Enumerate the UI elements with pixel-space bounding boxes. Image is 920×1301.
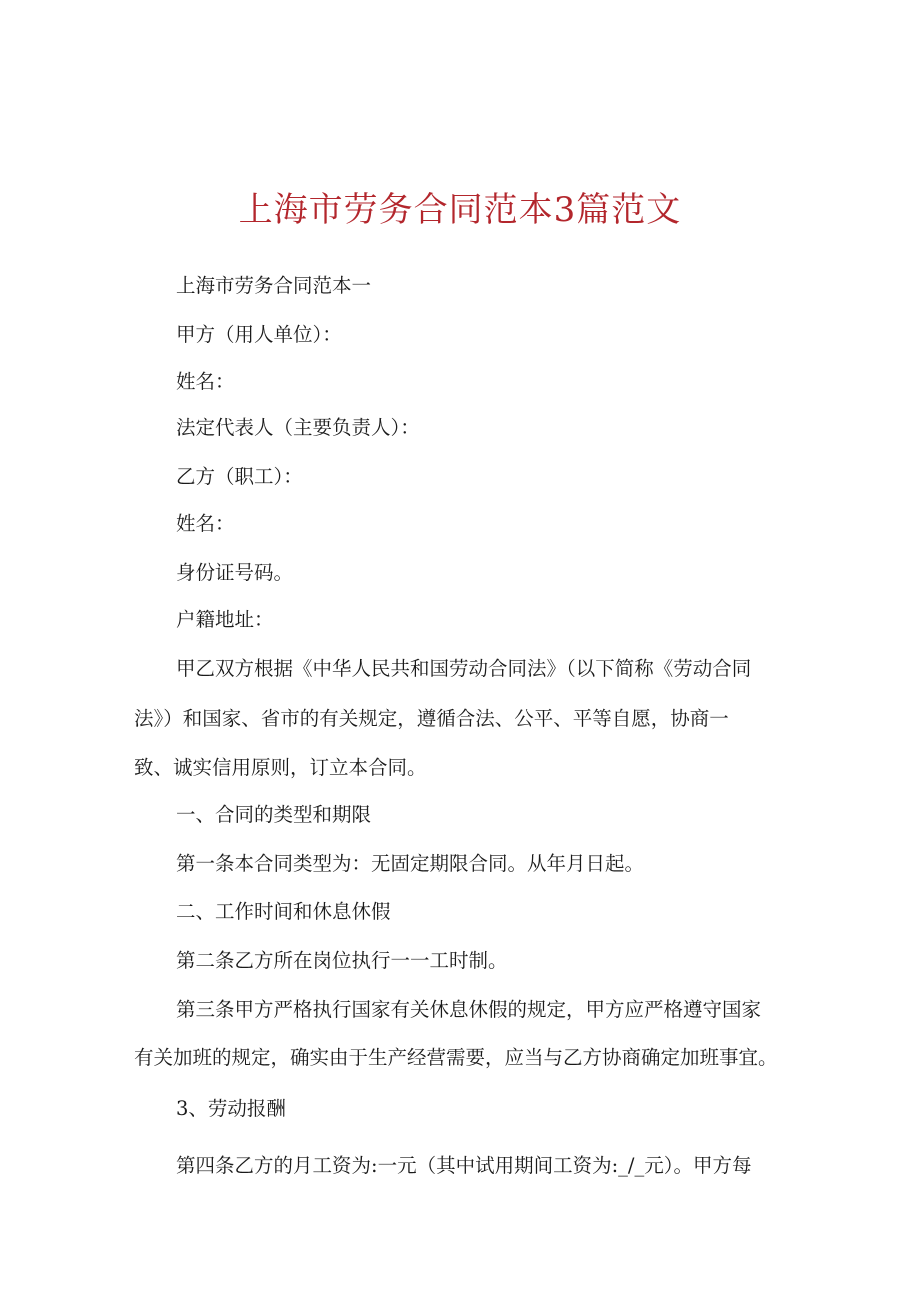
party-a-label: 甲方（用人单位）：: [176, 323, 342, 346]
article-1: 第一条本合同类型为：无固定期限合同。从年月日起。: [176, 852, 645, 875]
legal-representative-label: 法定代表人（主要负责人）：: [176, 416, 420, 439]
preamble-line-3: 致、诚实信用原则，订立本合同。: [134, 756, 427, 779]
article-3-line-1: 第三条甲方严格执行国家有关休息休假的规定，甲方应严格遵守国家: [176, 998, 762, 1021]
preamble-line-1: 甲乙双方根据《中华人民共和国劳动合同法》（以下简称《劳动合同: [176, 657, 752, 680]
document-title: 上海市劳务合同范本3篇范文: [238, 190, 682, 230]
party-b-name-label: 姓名：: [176, 512, 235, 535]
party-b-label: 乙方（职工）：: [176, 465, 303, 488]
chapter-heading-3: 3、劳动报酬: [176, 1097, 286, 1120]
article-4-line-1: 第四条乙方的月工资为:一元（其中试用期间工资为:_/_元）。甲方每: [176, 1154, 752, 1177]
chapter-heading-1: 一、合同的类型和期限: [176, 803, 372, 826]
chapter-heading-2: 二、工作时间和休息休假: [176, 900, 391, 923]
household-address-label: 户籍地址：: [176, 608, 274, 631]
preamble-line-2: 法》）和国家、省市的有关规定，遵循合法、公平、平等自愿，协商一: [134, 707, 729, 730]
id-number-label: 身份证号码。: [176, 561, 294, 584]
party-a-name-label: 姓名：: [176, 370, 235, 393]
article-3-line-2: 有关加班的规定，确实由于生产经营需要，应当与乙方协商确定加班事宜。: [134, 1046, 778, 1069]
section-heading: 上海市劳务合同范本一: [176, 274, 372, 297]
article-2: 第二条乙方所在岗位执行一一工时制。: [176, 949, 508, 972]
